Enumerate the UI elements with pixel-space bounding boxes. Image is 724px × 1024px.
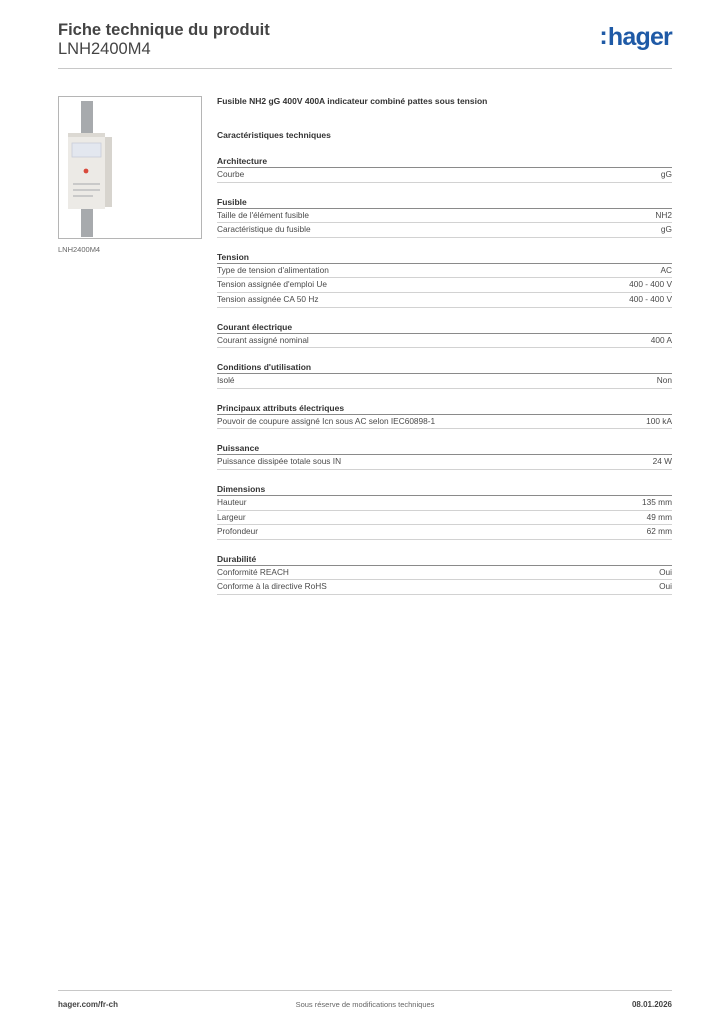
page-header <box>58 20 672 69</box>
spec-label: Tension assignée d'emploi Ue <box>217 279 327 290</box>
spec-section <box>217 321 672 349</box>
spec-value: 62 mm <box>646 526 672 537</box>
spec-value: gG <box>660 169 672 179</box>
spec-section <box>217 196 672 238</box>
section-title: Puissance <box>217 442 672 455</box>
footer-date: 08.01.2026 <box>631 1000 672 1009</box>
spec-label: Conforme à la directive RoHS <box>217 581 327 592</box>
spec-row <box>217 293 672 308</box>
section-title: Tension <box>217 251 672 264</box>
spec-label: Type de tension d'alimentation <box>217 264 329 275</box>
spec-value: 24 W <box>652 456 672 467</box>
spec-section <box>217 442 672 470</box>
spec-label: Isolé <box>217 375 235 386</box>
spec-label: Tension assignée CA 50 Hz <box>217 293 319 304</box>
logo-colon-mark: : <box>599 22 607 50</box>
spec-value: 400 A <box>650 334 672 345</box>
spec-row <box>217 496 672 511</box>
spec-label: Taille de l'élément fusible <box>217 209 309 220</box>
spec-value: NH2 <box>655 209 672 220</box>
spec-section <box>217 361 672 389</box>
spec-section <box>217 251 672 308</box>
spec-section <box>217 402 672 430</box>
spec-value: 400 - 400 V <box>629 279 672 290</box>
spec-row <box>217 455 672 470</box>
section-title: Architecture <box>217 155 672 168</box>
fuse-product-photo-icon <box>59 97 201 238</box>
page-footer <box>58 990 672 1011</box>
section-title: Dimensions <box>217 483 672 496</box>
spec-value: 49 mm <box>646 511 672 522</box>
product-reference: LNH2400M4 <box>58 40 151 58</box>
spec-section <box>217 553 672 595</box>
spec-row <box>217 566 672 581</box>
spec-section <box>217 155 672 183</box>
image-caption: LNH2400M4 <box>58 245 101 254</box>
spec-row <box>217 374 672 389</box>
specifications-heading: Caractéristiques techniques <box>217 130 331 140</box>
hager-logo <box>599 22 672 51</box>
section-title: Fusible <box>217 196 672 209</box>
section-title: Courant électrique <box>217 321 672 334</box>
product-details <box>217 96 672 595</box>
spec-label: Courant assigné nominal <box>217 334 309 345</box>
spec-label: Caractéristique du fusible <box>217 224 311 235</box>
spec-row <box>217 580 672 595</box>
section-title: Conditions d'utilisation <box>217 361 672 374</box>
product-image <box>58 96 202 239</box>
spec-value: gG <box>660 224 672 235</box>
spec-label: Conformité REACH <box>217 566 289 577</box>
spec-row <box>217 209 672 224</box>
spec-label: Largeur <box>217 511 246 522</box>
product-description: Fusible NH2 gG 400V 400A indicateur combiné pattes sous tension <box>217 96 488 106</box>
spec-row <box>217 511 672 526</box>
spec-label: Courbe <box>217 169 245 179</box>
spec-section <box>217 483 672 540</box>
spec-row <box>217 223 672 238</box>
spec-value: 135 mm <box>642 496 672 507</box>
section-title: Principaux attributs électriques <box>217 402 672 415</box>
spec-label: Puissance dissipée totale sous IN <box>217 456 342 467</box>
spec-row <box>217 168 672 183</box>
spec-value: AC <box>660 264 672 275</box>
section-title: Durabilité <box>217 553 672 566</box>
footer-website: hager.com/fr-ch <box>58 1000 119 1009</box>
spec-label: Profondeur <box>217 526 259 537</box>
spec-row <box>217 525 672 540</box>
logo-text: hager <box>607 23 672 51</box>
spec-row <box>217 415 672 430</box>
spec-value: 100 kA <box>646 415 672 426</box>
footer-notice: Sous réserve de modifications techniques <box>295 1000 435 1009</box>
spec-row <box>217 264 672 279</box>
spec-value: Oui <box>659 566 672 577</box>
spec-label: Hauteur <box>217 496 247 507</box>
spec-row <box>217 334 672 349</box>
document-title: Fiche technique du produit <box>58 21 270 39</box>
spec-value: Oui <box>659 581 672 592</box>
spec-label: Pouvoir de coupure assigné Icn sous AC selon IEC60898-1 <box>217 415 436 426</box>
spec-sections <box>217 155 672 595</box>
spec-value: Non <box>656 375 672 386</box>
spec-row <box>217 278 672 293</box>
spec-value: 400 - 400 V <box>629 293 672 304</box>
